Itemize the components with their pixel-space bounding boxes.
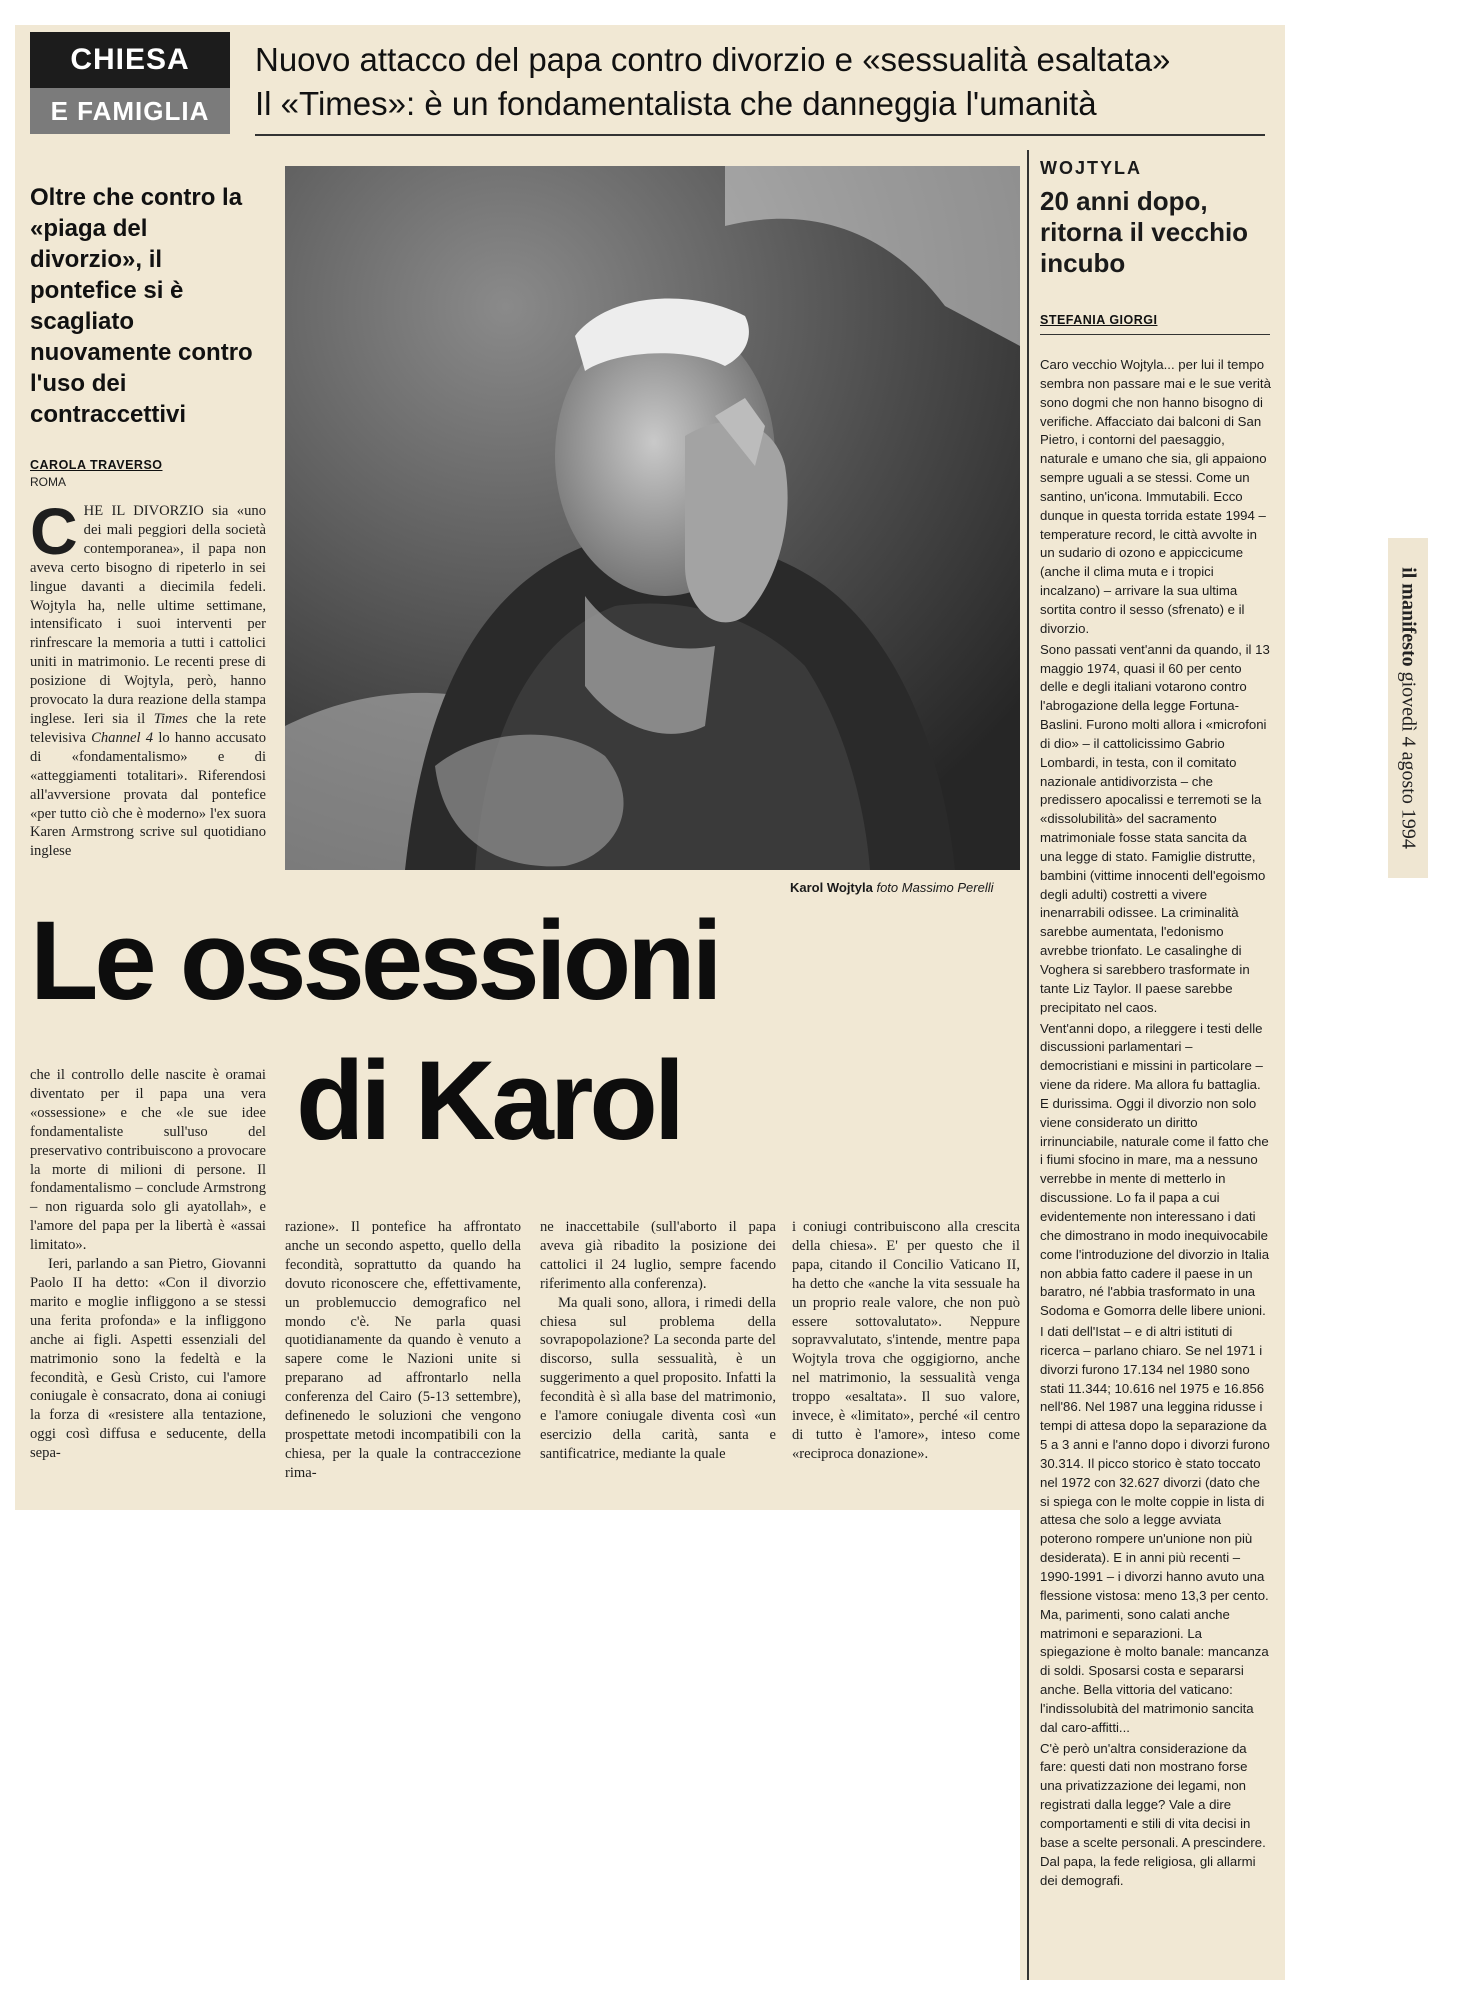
sidebar-kicker: WOJTYLA: [1040, 158, 1142, 178]
section-label: CHIESA: [30, 32, 230, 88]
photo-caption: [790, 880, 994, 895]
sidebar-text: Caro vecchio Wojtyla... per lui il tempo sembra non passare mai e le sue verità sono dogmi che non hanno bisogno di verifiche. Affacciato dai balconi di San Pietro, i contorni del paesaggio, naturale e umano che sia, gli appaiono sempre uguali a se stessi. Come un santino, un'icona. Immutabili. Ecco dunque in questa torrida estate 1994 – temperature record, le città avvolte in un sudario di ozono e appiccicume (anche il clima muta e i tropici incalzano) – arrivare la sua ultima sortita contro il sesso (sfrenato) e il divorzio. Sono passati vent'anni da quando, il 13 maggio 1974, quasi il 60 per cento delle e degli italiani votarono contro l'abrogazione della legge Fortuna-Baslini. Furono molti allora i «microfoni di dio» – il cattolicissimo Gabrio Lombardi, in testa, con il comitato nazionale antidivorzista – che predissero apocalissi e terremoti se la «dissolubilità» del sacramento matrimoniale fosse stata sancita da una legge di stato. Famiglie distrutte, bambini (vittime innocenti dell'egoismo degli adulti) costretti a vivere inenarrabili odissee. La criminalità sarebbe aumentata, l'edonismo avrebbe trionfato. Le casalinghe di Voghera si sarebbero trasformate in tante Liz Taylor. Il paese sarebbe precipitato nel caos. Vent'anni dopo, a rileggere i testi delle discussioni parlamentari – democristiani e missini in particolare – viene da ridere. Ma allora fu battaglia. E durissima. Oggi il divorzio non solo viene considerato un diritto irrinunciabile, naturale come il fatto che i fiumi sfocino in mare, ma a nessuno verrebbe in mente di metterlo in discussione. Lo fa il papa a cui evidentemente non interessano i dati che dimostrano in modo inequivocabile come l'introduzione del divorzio in Italia non abbia fatto cadere il paese in un baratro, né l'abbia trasformato in una Sodoma e Gomorra delle libere unioni. I dati dell'Istat – e di altri istituti di ricerca – parlano chiaro. Se nel 1971 i divorzi furono 17.134 nel 1980 sono stati 11.344; 10.616 nel 1975 e 16.856 nell'86. Nel 1987 una leggina ridusse i tempi di attesa dopo la separazione da 5 a 3 anni e l'anno dopo i divorzi furono 30.314. Il picco storico è stato toccato nel 1972 con 32.627 divorzi (dato che si spiega con le molte coppie in lista di attesa che solo a legge avviata poterono rompere un'unione non più desiderata). E in anni più recenti – 1990-1991 – i divorzi hanno avuto una flessione vistosa: meno 13,3 per cento. Ma, parimenti, sono calati anche matrimoni e separazioni. La spiegazione è molto banale: mancanza di soldi. Sposarsi costa e separarsi anche. Bella vittoria del vaticano: l'indissolubità del matrimonio sancita dal caro-affitti... C'è però un'altra considerazione da fare: questi dati non mostrano forse una privatizzazione dei legami, non registrati dalla legge? Vale a dire comportamenti e stili di vita decisi in base a scelte personali. A prescindere. Dal papa, la fede religiosa, gli allarmi dei demografi.: [1040, 357, 1271, 1888]
sidebar-divider: [1027, 150, 1029, 1980]
caption-credit: foto Massimo Perelli: [876, 880, 994, 895]
main-title-line-2: di Karol: [296, 1038, 681, 1163]
article-column-1-top: CHE IL DIVORZIO sia «uno dei mali peggiori della società contemporanea», il papa non aveva certo bisogno di ripeterlo in sei lingue davanti a diecimila fedeli. Wojtyla ha, nelle ultime settimane, intensificato i suoi interventi per rinfrescare la memoria a tutti i cattolici uniti in matrimonio. Le recenti prese di posizione di Wojtyla, però, hanno provocato la dura reazione della stampa inglese. Ieri sia il Times che la rete televisiva Channel 4 lo hanno accusato di «fondamentalismo» e di «atteggiamenti totalitari». Riferendosi all'avversione provata dal pontefice «per tutto ciò che è moderno» l'ex suora Karen Armstrong scrive sul quotidiano inglese: [30, 494, 266, 860]
headline-line-2: Il «Times»: è un fondamentalista che danneggia l'umanità: [255, 85, 1097, 122]
publication-date: giovedì 4 agosto 1994: [1397, 671, 1420, 849]
sidebar-byline-rule: [1040, 334, 1270, 335]
article-column-1-bottom: che il controllo delle nascite è oramai diventato per il papa una vera «ossessione» e che «le sue idee fondamentaliste sull'uso del preservativo contribuiscono a provocare la morte di milioni di persone. Il fondamentalismo – conclude Armstrong – non riguarda solo gli ayatollah», e l'amore del papa per la libertà è «assai limitato». Ieri, parlando a san Pietro, Giovanni Paolo II ha detto: «Con il divorzio marito e moglie infliggono a se stessi una ferita profonda» e la infliggono anche ai figli. Aspetti essenziali del matrimonio sono la fedeltà e la fecondità, e Gesù Cristo, cui l'amore coniugale è consacrato, dona ai coniugi la forza di «resistere alla tentazione, oggi così diffusa e seducente, della sepa-: [30, 1067, 266, 1462]
pope-portrait-illustration: [285, 166, 1020, 870]
headline-rule: [255, 134, 1265, 136]
article-column-4: i coniugi contribuiscono alla crescita della chiesa». E' per questo che il papa, citando il Concilio Vaticano II, ha detto che «anche la vita sessuale ha un proprio reale valore, che non può essere sottovalutato». Neppure sopravvalutato, s'intende, mentre papa Wojtyla trova che oggigiorno, anche nel matrimonio, la sessualità venga troppo «esaltata». Il suo valore, invece, è «limitato», perché «il centro di tutto è l'amore», inteso come «reciproca donazione».: [792, 1219, 1020, 1462]
byline-place: ROMA: [30, 475, 66, 489]
standfirst: Oltre che contro la «piaga del divorzio», il pontefice si è scagliato nuovamente contro l'uso dei contraccettivi: [30, 184, 253, 428]
newspaper-stamp-text: [1397, 567, 1420, 849]
newspaper-name: il manifesto: [1397, 567, 1420, 667]
headline-line-1: Nuovo attacco del papa contro divorzio e «sessualità esaltata»: [255, 41, 1171, 78]
sidebar-byline: STEFANIA GIORGI: [1040, 313, 1158, 327]
sidebar-title: 20 anni dopo, ritorna il vecchio incubo: [1040, 186, 1249, 278]
caption-subject: Karol Wojtyla: [790, 880, 873, 895]
section-sublabel: E FAMIGLIA: [30, 88, 230, 134]
byline-author: CAROLA TRAVERSO: [30, 458, 163, 472]
pope-photo: [285, 166, 1020, 870]
drop-cap: C: [30, 494, 78, 568]
main-title-line-1: Le ossessioni: [30, 898, 719, 1023]
headline: [255, 38, 1275, 126]
article-column-3: ne inaccettabile (sull'aborto il papa aveva già ribadito la posizione dei cattolici il 24 luglio, sempre facendo riferimento alla conferenza). Ma quali sono, allora, i rimedi della chiesa sul problema della sovrapopolazione? La seconda parte del discorso, sulla sessualità, è un suggerimento a quel proposito. Infatti la fecondità è sì alla base del matrimonio, e l'amore coniugale diventa così «un esercizio della carità, santa e santificatrice, mediante la quale: [540, 1219, 776, 1462]
article-column-2: razione». Il pontefice ha affrontato anche un secondo aspetto, quello della fecondità, soprattutto da quando ha dovuto riconoscere che, effettivamente, un problemuccio demografico nel mondo c'è. Ne parla quasi quotidianamente da quando è venuto a sapere come le Nazioni unite si preparano ad affrontarlo nella conferenza del Cairo (5-13 settembre), definenedo le soluzioni che vengono prospettate metodi incompatibili con la chiesa, per la quale la contraccezione rima-: [285, 1219, 521, 1481]
